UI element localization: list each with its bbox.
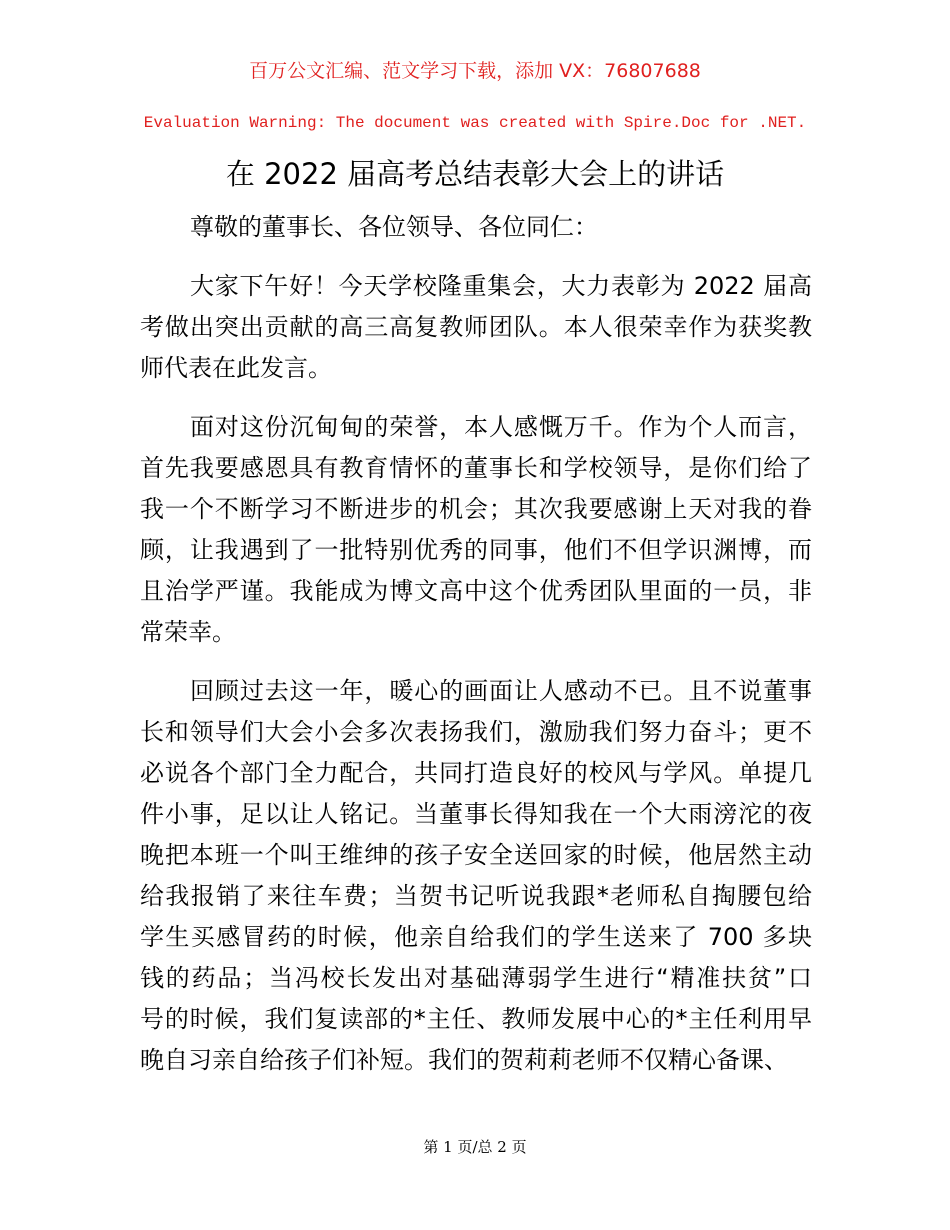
paragraph-line: 考做出突出贡献的高三高复教师团队。本人很荣幸作为获奖教 bbox=[140, 313, 812, 341]
paragraph-line: 我一个不断学习不断进步的机会；其次我要感谢上天对我的眷 bbox=[140, 495, 812, 523]
document-title: 在 2022 届高考总结表彰大会上的讲话 bbox=[225, 157, 725, 191]
paragraph-line: 首先我要感恩具有教育情怀的董事长和学校领导，是你们给了 bbox=[140, 454, 812, 482]
paragraph-line: 晚把本班一个叫王维绅的孩子安全送回家的时候，他居然主动 bbox=[140, 841, 812, 869]
paragraph-line: 大家下午好！今天学校隆重集会，大力表彰为 2022 届高 bbox=[190, 272, 812, 300]
watermark-banner: 百万公文汇编、范文学习下载，添加 VX：76807688 bbox=[249, 60, 701, 82]
page-footer: 第 1 页/总 2 页 bbox=[423, 1138, 527, 1156]
paragraph-line: 且治学严谨。我能成为博文高中这个优秀团队里面的一员，非 bbox=[140, 577, 812, 605]
paragraph-line: 件小事，足以让人铭记。当董事长得知我在一个大雨滂沱的夜 bbox=[140, 800, 812, 828]
paragraph-line: 面对这份沉甸甸的荣誉，本人感慨万千。作为个人而言， bbox=[190, 413, 812, 441]
paragraph-line: 号的时候，我们复读部的*主任、教师发展中心的*主任利用早 bbox=[140, 1005, 812, 1033]
paragraph-line: 钱的药品；当冯校长发出对基础薄弱学生进行“精准扶贫”口 bbox=[140, 964, 812, 992]
paragraph-line: 给我报销了来往车费；当贺书记听说我跟*老师私自掏腰包给 bbox=[140, 882, 812, 910]
evaluation-warning: Evaluation Warning: The document was created with Spire.Doc for .NET. bbox=[143, 114, 807, 132]
paragraph bbox=[140, 207, 812, 248]
paragraph bbox=[140, 266, 812, 389]
paragraph bbox=[140, 407, 812, 653]
paragraph-line: 常荣幸。 bbox=[140, 618, 236, 646]
paragraph-line: 晚自习亲自给孩子们补短。我们的贺莉莉老师不仅精心备课、 bbox=[140, 1046, 788, 1074]
paragraph bbox=[140, 671, 812, 1081]
paragraph-line: 师代表在此发言。 bbox=[140, 354, 332, 382]
paragraph-line: 顾，让我遇到了一批特别优秀的同事，他们不但学识渊博，而 bbox=[140, 536, 812, 564]
paragraph-line: 长和领导们大会小会多次表扬我们，激励我们努力奋斗；更不 bbox=[140, 718, 812, 746]
paragraph-line: 学生买感冒药的时候，他亲自给我们的学生送来了 700 多块 bbox=[140, 923, 812, 951]
paragraph-line: 回顾过去这一年，暖心的画面让人感动不已。且不说董事 bbox=[190, 677, 812, 705]
paragraph-line: 尊敬的董事长、各位领导、各位同仁： bbox=[190, 213, 598, 241]
paragraph-line: 必说各个部门全力配合，共同打造良好的校风与学风。单提几 bbox=[140, 759, 812, 787]
document-body bbox=[140, 207, 812, 1099]
